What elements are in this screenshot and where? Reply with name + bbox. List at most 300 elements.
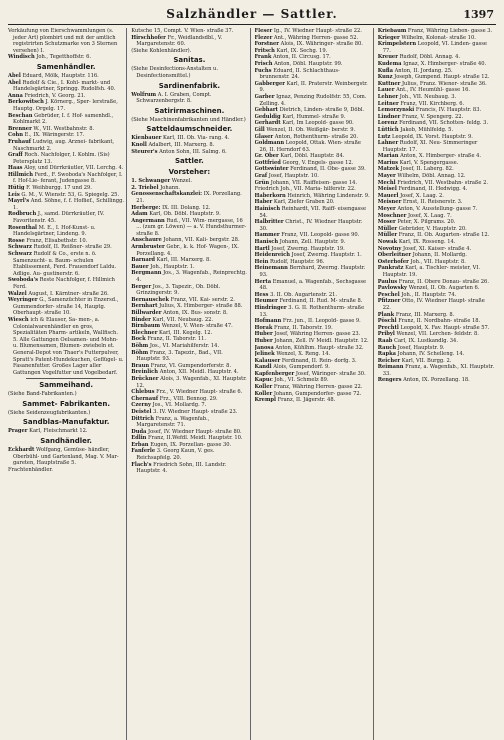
entry-name: Haberkorn (254, 192, 286, 199)
directory-entry (378, 140, 494, 153)
entry-detail: Adalbert, III. Marxerg. 8. (148, 141, 215, 148)
directory-entry (131, 409, 247, 416)
entry-name: Reicher (377, 357, 401, 364)
entry-name: Billwarder (131, 310, 162, 316)
directory-entry (255, 331, 371, 338)
entry-detail: Franz, Währing Herren- gasse 22. (273, 384, 363, 391)
directory-entry (378, 298, 494, 311)
directory-entry (378, 206, 494, 213)
entry-detail: Roch. Nachfolger, I. Kohlm. (Sis) Petersplatz 13. (13, 152, 110, 165)
directory-entry (131, 429, 247, 436)
entry-name: Wiesch (8, 316, 29, 323)
entry-detail: Joh., II. Hauptstr. 74. (401, 291, 457, 298)
entry-detail: 3. IV. Wiedner Haupt- straße 23. (153, 408, 238, 415)
entry-name: Wolfrum (131, 91, 157, 98)
entry-detail: J., samd. Dürrkräutler, IV. Favoritenstr. 45. (13, 211, 105, 225)
directory-entry (131, 343, 247, 350)
entry-detail: Franz, II. Ob. Augarten- straße 12. (398, 232, 490, 239)
entry-name: Marius (377, 159, 399, 166)
directory-entry (8, 244, 124, 251)
directory-entry (378, 331, 494, 338)
entry-detail: W., VII. Westbahnstr. 8. (33, 125, 95, 132)
entry-detail: Karl, VII. Neubaug. 22. (152, 316, 214, 323)
directory-entry (131, 462, 247, 475)
directory-entry (378, 87, 494, 94)
directory-entry (255, 180, 371, 187)
entry-name: Böhm (131, 349, 149, 356)
directory-entry (255, 28, 371, 35)
entry-detail: Ferdinand, II. Rud. M- straße 8. (279, 298, 363, 305)
entry-name: Czerny (131, 402, 151, 409)
entry-name: Anschaure (131, 237, 162, 244)
entry-detail: Johann, Zell. Hauptstr. 9. (279, 239, 346, 245)
directory-entry (8, 126, 124, 133)
entry-detail: Wilhelm, Döbl. Annag. 12. (397, 173, 466, 180)
entry-name: Adam (131, 211, 148, 218)
entry-detail: Anton, II. Circusg. 17. (273, 54, 331, 61)
entry-name: Gabberger (254, 80, 285, 87)
entry-name: Hess (254, 291, 269, 298)
entry-detail: Josef, Wäringer- straße 30. (295, 370, 366, 377)
entry-detail: Julius, X. Himberger- straße 88. (159, 303, 243, 310)
directory-entry (131, 284, 247, 297)
directory-entry (131, 416, 247, 429)
directory-entry (131, 237, 247, 244)
directory-entry (131, 350, 247, 363)
entry-detail: 3. II. Ob. Augartenstr. 21. (270, 291, 337, 298)
entry-detail: Ferdinand, II. Rein- dorfg. 3. (281, 357, 357, 364)
entry-name: Meyer (377, 206, 396, 213)
entry-name: 2. Triebel (131, 184, 159, 191)
entry-detail: Eugen, IX. Porzellan- gasse 30. (150, 441, 232, 448)
directory-entry (255, 397, 371, 404)
directory-entry (8, 28, 124, 54)
entry-name: Eckhardt (8, 447, 35, 454)
entry-detail: G., Samenzüchter in Enzersd., Gummendorfer- straße 14, Hauptg. Oberhaupt- straße 10. (13, 297, 119, 317)
directory-entry (378, 252, 494, 259)
entry-detail: Anton Sohn, III. Salmg. 6. (159, 148, 227, 155)
entry-name: Frank (254, 54, 272, 61)
directory-entry (378, 338, 494, 345)
entry-name: Heinemann (254, 265, 288, 272)
entry-detail: M. E., I. Hof-Kunst- u. Handelsgärtner, Lindeng. 9. (13, 224, 96, 238)
directory-entry (131, 270, 247, 283)
entry-detail: Joh., VII. Neubaug. 3. (399, 93, 457, 100)
directory-entry (8, 410, 124, 417)
entry-name: Hartl (254, 245, 270, 252)
directory-entry (8, 80, 124, 93)
directory-entry (131, 257, 247, 264)
entry-detail: Ferdinand, VII. Schotten- feldg. 3. (399, 120, 489, 127)
directory-entry (255, 107, 371, 114)
directory-entry (131, 142, 247, 149)
entry-detail: Wenzel, VII. Lerchen- feldstr. 8. (396, 331, 479, 338)
entry-name: Fruhauf (8, 138, 32, 145)
entry-detail: Ferdinand, II. Obe- gasse 39. (290, 166, 366, 173)
entry-detail: Franz, II.Wefdl. Meidl. Hauptstr. 10. (148, 435, 243, 442)
directory-entry (378, 94, 494, 101)
entry-name: Beschan (8, 112, 33, 119)
entry-detail: Franz, a. Wagenfab., XI. Hauptstr. 33. (382, 364, 494, 377)
entry-name: Geduldig (254, 113, 281, 120)
directory-entry (255, 358, 371, 365)
directory-entry (8, 152, 124, 165)
directory-entry (378, 325, 494, 332)
entry-detail: Franz, II. Nordbahn- straße 18. (398, 318, 481, 325)
entry-detail: Anton, IX. Bus- sonstr. 8. (163, 310, 228, 316)
directory-entry (378, 180, 494, 187)
directory-entry (255, 305, 371, 318)
section-heading: Sattler. (175, 157, 204, 166)
entry-detail: Wenzel, X. Reng. 14. (276, 351, 331, 358)
entry-detail: Josef, X. Laag. 7. (408, 212, 452, 219)
entry-detail: Ludwig, aug. Arznei- fabrikant, Naschmarkt 2. (13, 138, 115, 152)
directory-entry (255, 292, 371, 299)
directory-entry (131, 35, 247, 48)
entry-name: Edlin (131, 435, 147, 442)
entry-name: Blechner (131, 329, 158, 336)
directory-entry (255, 68, 371, 81)
entry-name: Breinlich (131, 369, 159, 376)
directory-entry (378, 153, 494, 160)
entry-name: Bauer (131, 263, 149, 270)
directory-entry (255, 298, 371, 305)
directory-entry (131, 264, 247, 271)
entry-detail: Anton, Kühlhm. Haupt- straße 32. (275, 344, 364, 351)
entry-detail: Johann, Gumpendorfer- gasse 72. (273, 390, 362, 397)
directory-entry (131, 442, 247, 449)
entry-name: Mauerl (377, 192, 399, 199)
entry-name: Hindringer (254, 304, 287, 311)
entry-detail: Karl, Ziefer Graben 20. (273, 199, 335, 206)
entry-name: Berkowitsch (8, 99, 44, 106)
entry-detail: Rudolf, Hauptstr. 96. (269, 258, 325, 265)
directory-entry (255, 94, 371, 107)
entry-detail: Fr., Weidlandsdbl., V. Margaretenstr. 60. (136, 34, 223, 48)
directory-entry (255, 391, 371, 398)
directory-entry (378, 160, 494, 167)
directory-entry (378, 239, 494, 246)
entry-name: Grün (254, 179, 270, 186)
directory-entry (131, 218, 247, 238)
entry-name: Graff (8, 152, 23, 159)
directory-entry (378, 101, 494, 108)
entry-name: Müller (377, 232, 398, 239)
directory-entry (131, 310, 247, 317)
entry-name: Graf (254, 173, 268, 180)
directory-entry (378, 166, 494, 173)
entry-name: Braun (131, 362, 150, 369)
entry-detail: Ferdinand, II. Hedwigg. 4. (398, 186, 468, 193)
entry-name: Peschel (377, 291, 400, 298)
entry-detail: Josef, IV. Wiedner Haupt- straße 80. (148, 428, 242, 435)
entry-detail: Reinhardt, VII. Raiff- eisengasse 54. (259, 206, 366, 219)
entry-detail: A. I. Graben, Compt. Schwarzenbergstr. 8. (136, 91, 212, 105)
directory-entry (378, 364, 494, 377)
entry-detail: (Siehe Maschinenfabrikanten und Händler.) (131, 116, 246, 123)
entry-name: Schwarz (8, 251, 32, 257)
directory-entry (255, 351, 371, 358)
directory-entry (131, 48, 247, 55)
entry-name: Hütig (8, 185, 25, 192)
entry-detail: Anton, IX. Porzellang. 18. (403, 377, 470, 384)
directory-entry (8, 447, 124, 467)
entry-detail: Karl, II. Praterstr. Weinbergstr. 9. (259, 80, 368, 94)
entry-name: Halbritter (254, 219, 284, 226)
directory-entry (131, 336, 247, 343)
entry-name: Prager (8, 428, 28, 435)
directory-entry (255, 114, 371, 121)
directory-entry (378, 114, 494, 121)
entry-name: Erban (131, 441, 149, 448)
entry-detail: Josef, II. Laberg. 82. (400, 166, 454, 173)
entry-name: Gottswinter (254, 166, 289, 173)
entry-name: Pribyl (377, 331, 395, 338)
section-heading: Sammet- Fabrikanten. (22, 399, 111, 408)
entry-detail: Wenzel, II. Ob. Weißgär- berstr. 9. (266, 126, 356, 133)
entry-detail: Josef, X. Laag. 2. (400, 192, 444, 199)
entry-detail: Rudolf, XI. Neu- Simmeringer Hauptstr. 17. (382, 140, 478, 153)
directory-entry (255, 265, 371, 278)
entry-detail: Julius, Franz. Wiener- straße 36. (401, 80, 487, 87)
entry-name: Paulus (377, 278, 398, 285)
entry-name: Koller (254, 384, 273, 391)
directory-entry (131, 363, 247, 370)
entry-name: Moser (377, 219, 396, 226)
entry-name: Lemorzynski (377, 107, 415, 114)
directory-entry (378, 279, 494, 286)
directory-entry (131, 185, 247, 192)
directory-entry (378, 199, 494, 206)
entry-name: Rosenthal (8, 224, 37, 231)
entry-detail: Karl, IX. Sechg. 19. (276, 47, 328, 54)
directory-entry (378, 81, 494, 88)
directory-entry (131, 396, 247, 403)
entry-name: Duda (131, 428, 147, 435)
entry-detail: Friedrich, V. Georg. 21. (24, 92, 86, 99)
entry-detail: August, I. Kärntner- straße 26. (28, 290, 109, 297)
directory-entry (255, 345, 371, 352)
directory-entry (131, 376, 247, 389)
entry-detail: Ant., Währing Herren- gasse 52. (273, 34, 359, 41)
entry-name: Heidenreich (254, 252, 290, 259)
entry-detail: Karl, III. Ob. Via- rang. 4. (162, 135, 230, 142)
entry-detail: Rud., VII. Wim- mergasse, 16 ... (zum gr. Löwen) — a. V. Hundsthurmer- straße 8. (136, 217, 247, 237)
entry-name: Leis (8, 191, 20, 198)
entry-detail: G. M., V. Wienstr. 53, G. Spiegelg. 25. (21, 191, 120, 198)
entry-name: Herta (254, 278, 272, 285)
entry-detail: Franz, Währing Lieben- gasse 3. (407, 28, 493, 34)
directory-entry (378, 213, 494, 220)
entry-detail: Wolfgang, Gemüse- händler, Oberbühl- und Gartenland, Mag. V. Mar- gareten, Hauptstraße 5. (13, 447, 119, 467)
entry-name: Binder (131, 316, 151, 323)
entry-detail: Francis, IV. Hauptstr. 83. (415, 107, 482, 114)
entry-name: Chlebus (131, 389, 155, 396)
entry-name: Novotny (377, 245, 402, 252)
page-title: Salzhändler — Sattler. (166, 7, 338, 21)
directory-entry (378, 186, 494, 193)
entry-detail: IX. Porzellang. 21. (136, 191, 242, 204)
entry-name: Prechtl (377, 324, 399, 331)
entry-name: Haas (8, 165, 23, 172)
entry-detail: Wenzel, V. Wien- straße 47. (161, 323, 233, 330)
entry-detail: Verkäufung von Eierschwammlungen (s. jeder Art) plombirt und mit der amtlich registrirten Schutzmarke von 3 Sternen versehen) I. (8, 28, 118, 54)
directory-entry (255, 219, 371, 232)
directory-entry (255, 173, 371, 180)
entry-name: Fanferle (131, 448, 156, 455)
entry-detail: Johann, IV. Schelleng. 14. (397, 351, 465, 358)
entry-name: Kapfenberger (254, 370, 295, 377)
entry-name: Lüttich (377, 126, 399, 133)
entry-name: Hein (254, 258, 269, 265)
entry-name: Pavlowsky (377, 285, 408, 292)
entry-name: Brückner (131, 375, 159, 382)
directory-entry (255, 81, 371, 94)
directory-entry (378, 61, 494, 68)
entry-name: Huber (254, 337, 273, 344)
entry-detail: Leopold, X. Fav. Haupt- straße 57. (400, 324, 490, 331)
directory-entry (255, 246, 371, 253)
column-3 (255, 28, 374, 740)
entry-name: Mechl (377, 179, 396, 186)
entry-name: Bernhart (131, 303, 158, 310)
entry-name: Barnard (131, 257, 156, 264)
entry-name: Hofmann (254, 318, 282, 325)
directory-entry (378, 358, 494, 365)
section-heading: Sammeihand. (39, 381, 94, 390)
entry-detail: Karl, V. Spengergasse. (399, 159, 459, 166)
entry-name: Krimpelstern (377, 41, 417, 48)
directory-entry (255, 259, 371, 266)
entry-name: Osterhofer (377, 258, 409, 265)
entry-name: Knoll (131, 141, 147, 148)
section-heading: Sandblas-Manufaktur. (22, 418, 110, 427)
column-1 (8, 28, 127, 740)
directory-entry (131, 323, 247, 330)
entry-name: Rengers (377, 377, 402, 384)
entry-name: Kudema (377, 60, 402, 67)
entry-detail: Emanuel, a. Wagenfab., Sechsgasse 48. (259, 278, 367, 292)
directory-entry (378, 219, 494, 226)
directory-entry (8, 54, 124, 61)
entry-detail: Frz., VIII. Bennog. 29. (159, 395, 218, 402)
directory-entry (255, 232, 371, 239)
entry-name: Meisner (377, 199, 402, 206)
entry-name: Gebhart (254, 107, 278, 114)
directory-entry (255, 377, 371, 384)
entry-name: Abel (8, 79, 21, 86)
directory-entry (255, 206, 371, 219)
entry-name: Leitner (377, 100, 399, 107)
entry-detail: 3. G. II. Rothenthurm- straße 13. (259, 304, 365, 318)
entry-name: Krempl (254, 397, 276, 404)
entry-name: Goldmann (254, 140, 285, 147)
entry-name: Fuchs (254, 67, 272, 74)
entry-name: Janosa (254, 344, 274, 351)
directory-entry (8, 391, 124, 398)
entry-name: Pöschl (377, 318, 397, 325)
entry-detail: Franz, II. Jägerstr. 48. (277, 397, 336, 404)
entry-detail: Karl, Hummel- straße 9. (282, 113, 346, 120)
entry-detail: Jos., 3. Tapezir., Ob. Döbl. Grinzingerstr. 9. (136, 283, 221, 297)
entry-name: Kriebaum (377, 28, 407, 34)
directory-entry (255, 153, 371, 160)
entry-name: Weyringer (8, 297, 38, 304)
entry-detail: Ignaz, X. Himberger- straße 40. (403, 60, 487, 67)
entry-detail: Joh., Tegetthoffstr. 6. (36, 54, 92, 61)
entry-detail: Anton, X. Himberger- straße 4. (400, 153, 482, 160)
directory-entry (131, 297, 247, 304)
entry-name: Rodbruch (8, 211, 37, 218)
entry-detail: Leopold, Ottak. Wien- straße 26, II. Herndorf 63. (259, 140, 361, 153)
entry-name: 1. Schwanger (131, 178, 171, 185)
directory-entry (378, 193, 494, 200)
entry-name: Kuttner (377, 80, 401, 87)
entry-detail: Reste Nachfolger, f. Hillmich Ferd. (13, 277, 115, 290)
entry-name: Frisch (254, 60, 273, 67)
entry-name: Steurer's (131, 148, 158, 155)
column-4 (378, 28, 496, 740)
entry-detail: Karl, III. Marxerg. 8. (156, 257, 211, 264)
directory-entry (378, 134, 494, 141)
directory-entry (378, 285, 494, 292)
entry-name: Krieger (377, 34, 400, 41)
directory-entry (8, 251, 124, 277)
entry-detail: Johann, Zell. IV Meidl. Hauptstr. 12. (274, 337, 369, 344)
entry-detail: Alois, IX. Währinger- straße 80. (280, 41, 363, 48)
entry-name: Mayrl's (8, 198, 30, 205)
directory-entry (255, 239, 371, 246)
entry-name: Lehner (377, 93, 399, 100)
entry-detail: Friedrich Sohn, III. Landstr. Hauptstr. 4. (136, 461, 227, 475)
entry-name: Matzek (377, 166, 399, 173)
entry-detail: Bernhard, Zwerng. Hauptstr. 93. (259, 265, 366, 278)
entry-name: Lorenz (377, 120, 398, 127)
entry-name: Pfitzner (377, 298, 401, 305)
entry-detail: Anton, Döbl. Hauptstr. 99. (274, 60, 343, 67)
directory-entry (255, 338, 371, 345)
directory-entry (255, 134, 371, 141)
entry-detail: Karl, III. Kegelg. 12. (159, 329, 213, 336)
entry-name: Glaser (254, 133, 274, 140)
entry-detail: Wenzel. (171, 178, 192, 185)
entry-detail: 3. Georg Kaun, V. ges. Reichsapfelg. 20. (136, 448, 215, 462)
entry-detail: Joh., VII. Hauptstr. 8. (410, 258, 466, 265)
directory-entry (131, 92, 247, 105)
entry-detail: Franz, III. Marxerg. 8. (395, 311, 455, 318)
directory-entry (378, 318, 494, 325)
entry-detail: Franz, VII. Kai- serstr. 2. (170, 296, 235, 303)
entry-detail: Georg, V. Engels- gasse 12. (282, 159, 354, 166)
directory-entry (378, 345, 494, 352)
entry-name: Berger (131, 283, 152, 290)
entry-name: Windisch (8, 54, 35, 61)
directory-entry (131, 205, 247, 212)
directory-entry (378, 28, 494, 35)
directory-entry (8, 185, 124, 192)
entry-name: Garber (254, 93, 275, 100)
directory-entry (131, 149, 247, 156)
entry-name: Rosse (8, 237, 25, 244)
entry-detail: Anton, II. Jordang. 25. (394, 67, 453, 74)
entry-detail: ich & Elauser, Sa- men-, a. Colonialwarenhändler en gros, Spezialitäten Pharm- artikeln, Wallfisch. 5. Alle Gattungen Oelsamen- und Mohn- u. Blumensamen, Blumen- zwiebeln et. General-Depot von Thaer's Futterpulver, Spratt's Patent-Hundekuchen, Geflügel- u. Fasanenfutter. Großes Lager aller Gattungen Vogelfutter und Vogelbedarf. (13, 316, 124, 376)
directory-entry (378, 173, 494, 180)
entry-detail: Jos., 3. Wagenfab., Reinprechtg. 4. (136, 270, 247, 284)
entry-name: Kreuer (377, 54, 398, 61)
entry-name: Raab (377, 337, 393, 344)
directory-entry (255, 199, 371, 206)
entry-detail: Peter, X. Pilgrams. 20. (397, 219, 456, 226)
